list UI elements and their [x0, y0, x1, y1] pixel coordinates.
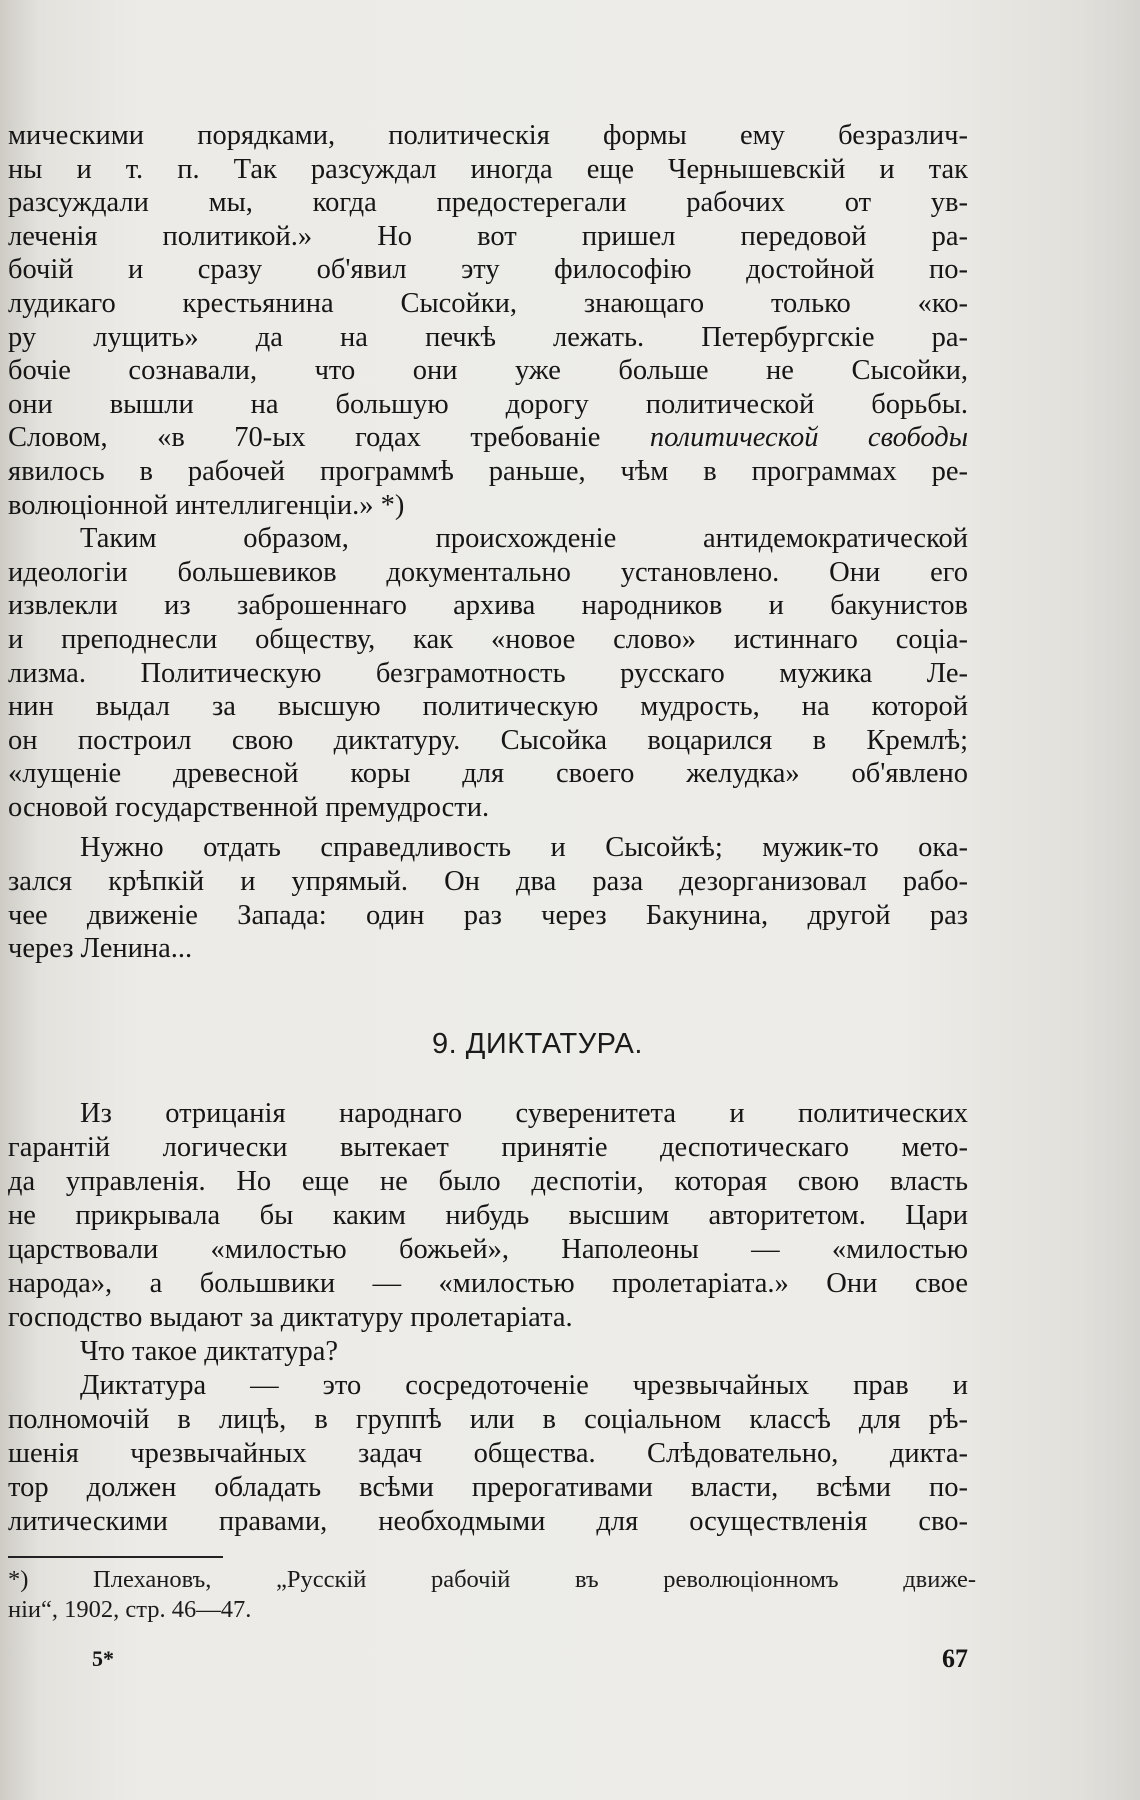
- text-line: зался крѣпкій и упрямый. Он два раза дезорганизовал рабо-: [8, 866, 968, 898]
- text-line: и преподнесли обществу, как «новое слово» истиннаго соціа-: [8, 623, 968, 655]
- text-line: нин выдал за высшую политическую мудрость, на которой: [8, 691, 968, 723]
- footnote-divider: [8, 1556, 223, 1558]
- text-line: полномочій в лицѣ, в группѣ или в соціальном классѣ для рѣ-: [8, 1404, 968, 1435]
- text-line: явилось в рабочей программѣ раньше, чѣм в программах ре-: [8, 455, 968, 487]
- text-line: не прикрывала бы каким нибудь высшим авторитетом. Цари: [8, 1200, 968, 1231]
- paragraph-first-line: Нужно отдать справедливость и Сысойкѣ; мужик-то ока-: [80, 832, 968, 864]
- text-line: царствовали «милостью божьей», Наполеоны — «милостью: [8, 1234, 968, 1265]
- paragraph-first-line: Что такое диктатура?: [80, 1336, 339, 1367]
- body-text-upper: [8, 119, 968, 966]
- text-line: да управленія. Но еще не было деспотіи, которая свою власть: [8, 1166, 968, 1197]
- text-line: идеологіи большевиков документально установлено. Они его: [8, 556, 968, 588]
- printer-signature: 5*: [92, 1646, 114, 1671]
- body-text-lower: [8, 1097, 968, 1539]
- emphasized-phrase: политической свободы: [649, 422, 968, 454]
- paragraph-first-line: Диктатура — это сосредоточеніе чрезвычайных прав и: [80, 1370, 968, 1401]
- text-line: тор должен обладать всѣми прерогативами власти, всѣми по-: [8, 1472, 968, 1503]
- text-line: чее движеніе Запада: один раз через Бакунина, другой раз: [8, 899, 968, 931]
- text-line: лизма. Политическую безграмотность русскаго мужика Ле-: [8, 657, 968, 689]
- text-line: шенія чрезвычайных задач общества. Слѣдовательно, дикта-: [8, 1438, 968, 1469]
- text-line: литическими правами, необходмыми для осуществленія сво-: [8, 1506, 968, 1537]
- text-line: ру лущить» да на печкѣ лежать. Петербургскіе ра-: [8, 321, 968, 353]
- text-line: они вышли на большую дорогу политической борьбы.: [8, 388, 968, 420]
- text-line: волюціонной интеллигенціи.» *): [8, 489, 405, 521]
- text-line: разсуждали мы, когда предостерегали рабочих от ув-: [8, 187, 968, 219]
- footnote: [8, 1565, 976, 1625]
- footnote-line: *) Плехановъ, „Русскій рабочій въ революціонномъ движе-: [8, 1566, 976, 1593]
- text-line: народа», а большвики — «милостью пролетаріата.» Они свое: [8, 1268, 968, 1299]
- text-line: «лущеніе древесной коры для своего желудка» об'явлено: [8, 758, 968, 790]
- text-line: извлекли из заброшеннаго архива народников и бакунистов: [8, 590, 968, 622]
- text-line: леченія политикой.» Но вот пришел передовой ра-: [8, 220, 968, 252]
- text-line: основой государственной премудрости.: [8, 791, 490, 823]
- paragraph-first-line: Таким образом, происхожденіе антидемократической: [80, 523, 968, 555]
- text-line: господство выдают за диктатуру пролетаріата.: [8, 1302, 573, 1333]
- text-line-with-emphasis: [8, 421, 968, 455]
- text-line: бочіе сознавали, что они уже больше не Сысойки,: [8, 355, 968, 387]
- text-line: он построил свою диктатуру. Сысойка воцарился в Кремлѣ;: [8, 724, 968, 756]
- text-line: мическими порядками, политическія формы ему безразлич-: [8, 120, 968, 151]
- paragraph-first-line: Из отрицанія народнаго суверенитета и политических: [80, 1098, 968, 1129]
- text-line: через Ленина...: [8, 933, 193, 965]
- footnote-line: ніи“, 1902, стр. 46—47.: [8, 1596, 252, 1623]
- text-line: ны и т. п. Так разсуждал иногда еще Чернышевскій и так: [8, 153, 968, 185]
- text-line: лудикаго крестьянина Сысойки, знающаго только «ко-: [8, 287, 968, 319]
- page-number: 67: [942, 1644, 968, 1673]
- text-line: бочій и сразу об'явил эту философію достойной по-: [8, 254, 968, 286]
- text-line: гарантій логически вытекает принятіе деспотическаго мето-: [8, 1132, 968, 1163]
- text-segment: Словом, «в 70-ых годах требованіе: [8, 422, 601, 454]
- section-heading: 9. ДИКТАТУРА.: [432, 1028, 643, 1060]
